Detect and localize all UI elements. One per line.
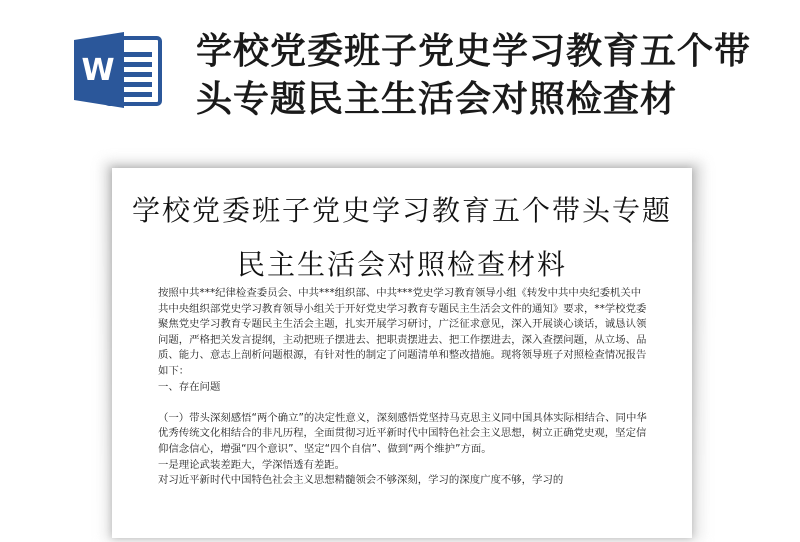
- paragraph-item-1: （一）带头深刻感悟“两个确立”的决定性意义，深刻感悟党坚持马克思主义同中国具体实际相结合、同中华优秀传统文化相结合的非凡历程，全面贯彻习近平新时代中国特色社会主义思想，树立正确党史观，坚定信仰信念信心，增强“四个意识”、坚定“四个自信”、做到“两个维护”方面。: [158, 411, 647, 455]
- svg-text:W: W: [81, 53, 115, 88]
- paragraph-point-1: 一是理论武装差距大，学深悟透有差距。: [158, 458, 346, 471]
- blank-line: [158, 395, 648, 411]
- word-document-icon: [72, 30, 164, 110]
- file-header: [0, 0, 800, 150]
- document-body: [158, 286, 648, 489]
- paragraph-continued: 对习近平新时代中国特色社会主义思想精髓领会不够深刻，学习的深度广度不够，学习的: [158, 474, 564, 487]
- document-title: 学校党委班子党史学习教育五个带头专题民主生活会对照检查材料: [132, 194, 673, 281]
- section-heading: 一、存在问题: [158, 380, 221, 393]
- document-page-preview: [112, 168, 692, 538]
- file-title: 学校党委班子党史学习教育五个带头专题民主生活会对照检查材: [196, 31, 752, 120]
- paragraph-intro: 按照中共***纪律检查委员会、中共***组织部、中共***党史学习教育领导小组《转发中共中央纪委机关中共中央组织部党史学习教育领导小组关于开好党史学习教育专题民主生活会文件的通知》要求，**学校党委聚焦党史学习教育专题民主生活会主题，扎实开展学习研讨，广泛征求意见，深入开展谈心谈话，诚恳认领问题，严格把关发言提纲，主动把班子摆进去、把职责摆进去、把工作摆进去，深入查摆问题，从立场、品质、能力、意志上剖析问题根源，有针对性的制定了问题清单和整改措施。现将领导班子对照检查情况报告如下：: [158, 287, 647, 377]
